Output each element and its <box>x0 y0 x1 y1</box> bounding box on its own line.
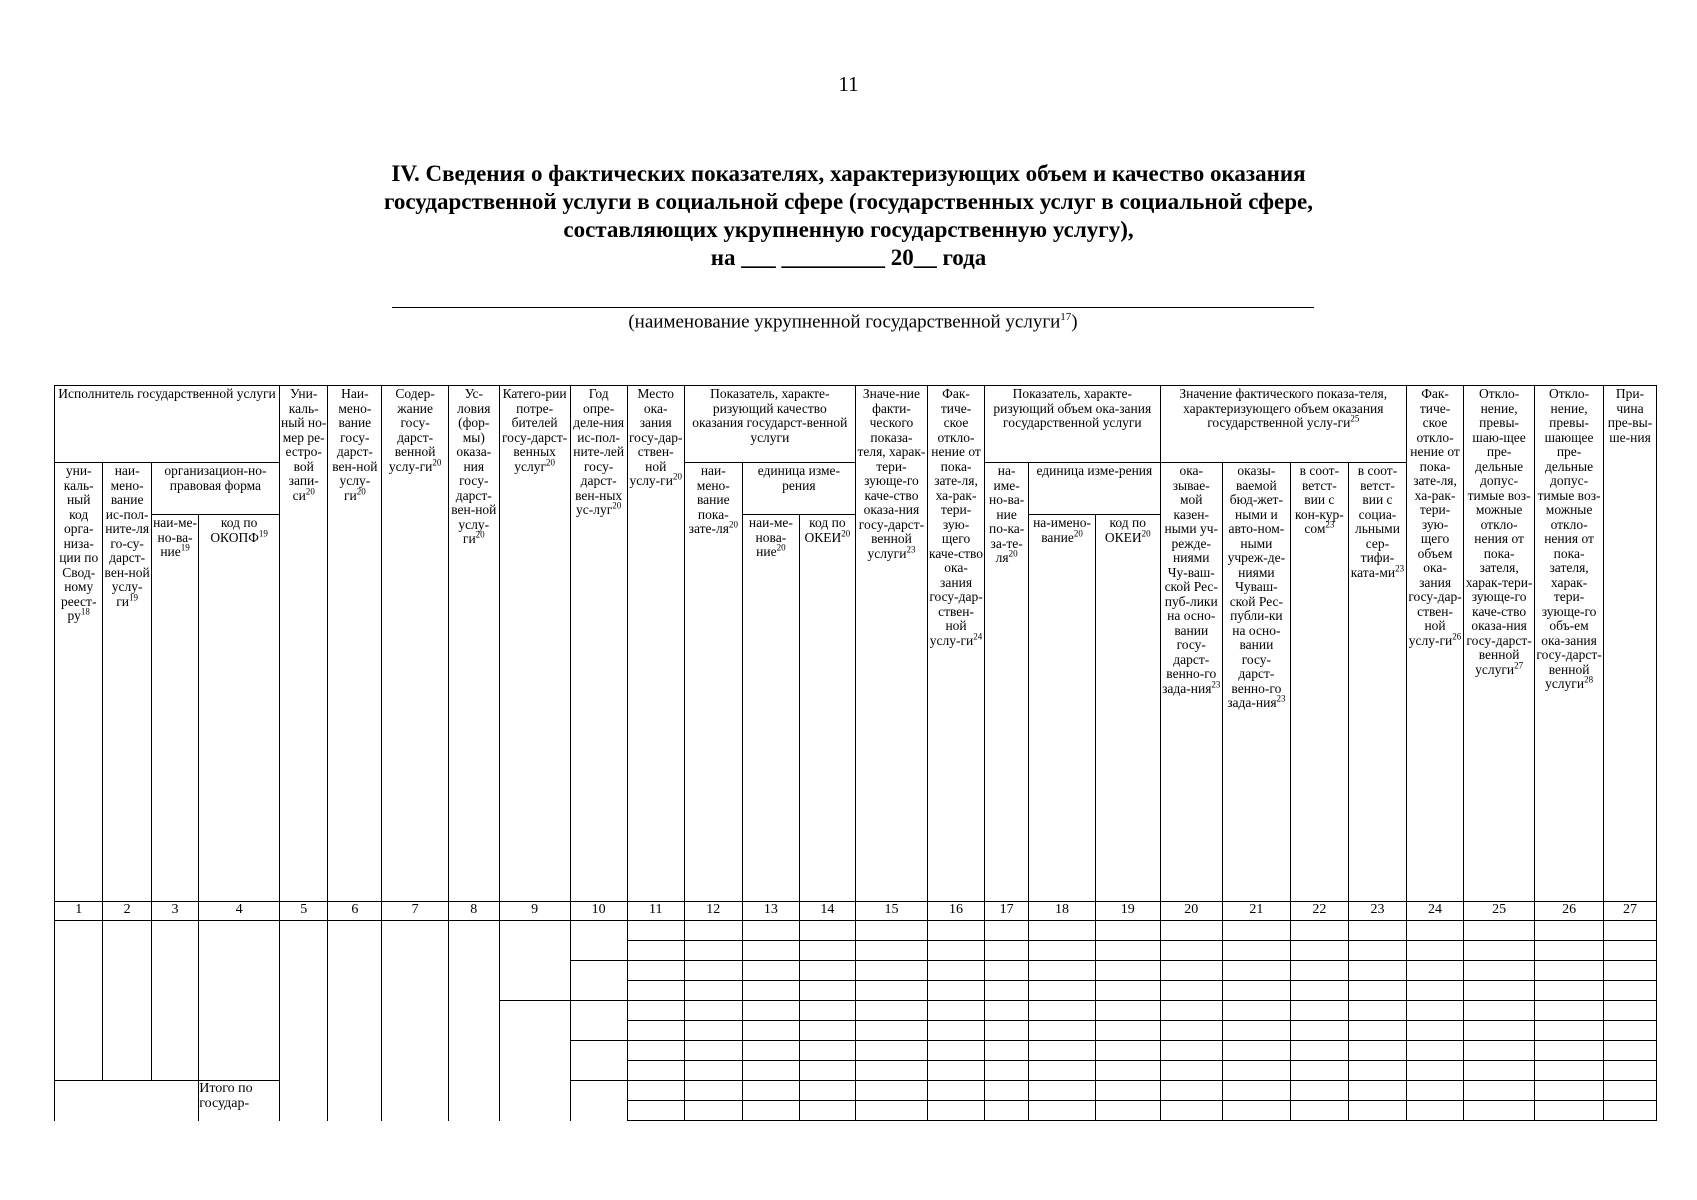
table-cell <box>1029 1081 1096 1101</box>
table-cell <box>570 961 627 1001</box>
header-volume-excess: Откло-нение, превы-шающее пре-дельные допус-тимые воз-можные откло-нения от пока-зателя, харак-тери-зующе-го объ-ем ока-зания госу-дарст-венной услуги$^{28}$ <box>1535 386 1604 902</box>
table-cell <box>799 1081 855 1101</box>
table-cell <box>1535 1061 1604 1081</box>
column-number: 10 <box>570 902 627 921</box>
total-label: Итого по государ- <box>199 1081 280 1121</box>
table-cell <box>1222 921 1290 941</box>
page-title <box>0 160 1697 272</box>
table-cell <box>1029 1101 1096 1121</box>
table-cell <box>742 1021 799 1041</box>
table-cell <box>1222 1021 1290 1041</box>
table-cell <box>1348 1021 1406 1041</box>
table-cell <box>985 941 1029 961</box>
table-cell <box>1029 941 1096 961</box>
header-consumer-categories: Катего-рии потре-бителей госу-дарст-венных услуг$^{20}$ <box>499 386 570 902</box>
table-cell <box>799 941 855 961</box>
table-cell <box>449 921 500 1121</box>
header-fact-state-treasury: ока-зывае-мой казен-ными уч-режде-ниями Чу-ваш-ской Рес-пуб-лики на осно-вании госу-дарст-венно-го зада-ния$^{23}$ <box>1160 463 1222 902</box>
table-cell <box>1535 1021 1604 1041</box>
table-cell <box>928 961 985 981</box>
table-cell <box>1407 1081 1464 1101</box>
table-cell <box>1348 1001 1406 1021</box>
header-volume-deviation: Фак-тиче-ское откло-нение от пока-зате-ля, ха-рак-тери-зую-щего объем ока-зания госу-дар-ствен-ной услу-$ги^{26}$ <box>1407 386 1464 902</box>
table-cell <box>684 1021 742 1041</box>
table-cell <box>627 921 684 941</box>
table-cell <box>742 1001 799 1021</box>
table-row <box>55 921 1657 941</box>
table-cell <box>855 941 927 961</box>
table-cell <box>382 921 449 1121</box>
column-number: 5 <box>280 902 328 921</box>
table-cell <box>1095 1001 1160 1021</box>
table-cell <box>1290 921 1348 941</box>
header-fact-contest: в соот-ветст-вии с кон-кур-сом$^{23}$ <box>1290 463 1348 902</box>
table-cell <box>799 961 855 981</box>
table-cell <box>1464 1001 1535 1021</box>
header-volume-unit: единица изме-рения <box>1029 463 1160 515</box>
table-cell <box>855 921 927 941</box>
table-cell <box>1604 1041 1657 1061</box>
table-cell <box>1222 941 1290 961</box>
header-volume-unit-name: на-имено-вание$^{20}$ <box>1029 515 1096 902</box>
table-cell <box>570 1041 627 1081</box>
table-cell <box>1290 1021 1348 1041</box>
header-quality-unit-code: код по ОКЕИ$^{20}$ <box>799 515 855 902</box>
header-quality-deviation: Фак-тиче-ское откло-нение от пока-зате-ля, ха-рак-тери-зую-щего каче-ство ока-зания госу-дар-ствен-ной услу-$ги^{24}$ <box>928 386 985 902</box>
table-cell <box>1604 941 1657 961</box>
table-cell <box>199 921 280 1081</box>
table-cell <box>855 1021 927 1041</box>
table-cell <box>684 921 742 941</box>
header-registry-number: Уни-каль-ный но-мер ре-естро-вой запи-$си^{20}$ <box>280 386 328 902</box>
table-cell <box>1464 921 1535 941</box>
table-cell <box>1464 961 1535 981</box>
table-cell <box>627 981 684 1001</box>
table-cell <box>1535 981 1604 1001</box>
table-cell <box>1290 1041 1348 1061</box>
header-fact-certificates: в соот-ветст-вии с социа-льными сер-$тифи-ката-ми^{23}$ <box>1348 463 1406 902</box>
table-cell <box>928 1041 985 1061</box>
column-number: 2 <box>103 902 151 921</box>
table-cell <box>1604 1081 1657 1101</box>
table-cell <box>799 1021 855 1041</box>
table-cell <box>1535 1081 1604 1101</box>
column-number: 21 <box>1222 902 1290 921</box>
header-fact-budget-autonomous: оказы-ваемой бюд-жет-ными и авто-ном-ными учреж-де-ниями Чуваш-ской Рес-публи-ки на осно-вании госу-дарст-венно-го зада-ния$^{23}$ <box>1222 463 1290 902</box>
table-cell <box>627 941 684 961</box>
table-cell <box>627 1081 684 1101</box>
table-cell <box>1029 961 1096 981</box>
table-cell <box>928 1101 985 1121</box>
table-cell <box>55 921 103 1081</box>
table-cell <box>1348 921 1406 941</box>
column-number: 1 <box>55 902 103 921</box>
header-quality-excess: Откло-нение, превы-шаю-щее пре-дельные допус-тимые воз-можные откло-нения от пока-зателя, харак-тери-зующе-го каче-ство оказа-ния госу-дарст-венной услуги$^{27}$ <box>1464 386 1535 902</box>
header-unique-code: уни-каль-ный код орга-низа-ции по Свод-ному реест-$ру^{18}$ <box>55 463 103 902</box>
table-cell <box>1095 941 1160 961</box>
table-cell <box>928 1021 985 1041</box>
table-cell <box>742 941 799 961</box>
column-number: 15 <box>855 902 927 921</box>
column-number: 14 <box>799 902 855 921</box>
table-cell <box>55 1081 199 1121</box>
table-cell <box>1160 1061 1222 1081</box>
column-number: 18 <box>1029 902 1096 921</box>
header-executor-name: наи-мено-вание ис-пол-ните-ля го-су-дарст-вен-ной услу-$ги^{19}$ <box>103 463 151 902</box>
header-fact-value: Значение фактического показа-теля, характеризующего объем оказания государственной услу-$ги^{25}$ <box>1160 386 1407 463</box>
table-cell <box>1604 1021 1657 1041</box>
header-volume-indicator-name: на-име-но-ва-ние $по-ка-за-те-ля^{20}$ <box>985 463 1029 902</box>
header-year: Год опре-деле-ния ис-пол-ните-лей госу-дарст-вен-ных ус-луг$^{20}$ <box>570 386 627 902</box>
table-cell <box>855 1101 927 1121</box>
table-cell <box>1407 1061 1464 1081</box>
table-cell <box>1535 1041 1604 1061</box>
table-cell <box>1535 941 1604 961</box>
table-cell <box>1535 1001 1604 1021</box>
column-number: 8 <box>449 902 500 921</box>
caption-footnote: 17 <box>1060 311 1072 323</box>
table-cell <box>1407 941 1464 961</box>
table-cell <box>1604 1001 1657 1021</box>
column-number: 23 <box>1348 902 1406 921</box>
column-number: 20 <box>1160 902 1222 921</box>
header-quality-value: Значе-ние факти-ческого показа-теля, харак-тери-зующе-го каче-ство оказа-ния госу-дарст-венной услуги$^{23}$ <box>855 386 927 902</box>
table-cell <box>1407 1041 1464 1061</box>
header-excess-reason: При-чина пре-вы-ше-ния <box>1604 386 1657 902</box>
table-cell <box>1407 961 1464 981</box>
table-cell <box>684 1061 742 1081</box>
table-cell <box>1029 921 1096 941</box>
table-cell <box>1160 941 1222 961</box>
table-cell <box>985 1021 1029 1041</box>
title-line-2: государственной услуги в социальной сфере (государственных услуг в социальной сфере, <box>384 189 1313 214</box>
column-number: 19 <box>1095 902 1160 921</box>
column-number: 22 <box>1290 902 1348 921</box>
table-cell <box>1348 981 1406 1001</box>
table-cell <box>1095 1041 1160 1061</box>
table-cell <box>1348 1041 1406 1061</box>
table-cell <box>985 1001 1029 1021</box>
header-quality-indicator-name: наи-мено-вание пока-$зате-ля^{20}$ <box>684 463 742 902</box>
table-cell <box>1290 1001 1348 1021</box>
header-service-name: Наи-мено-вание госу-дарст-вен-ной услу-$ги^{20}$ <box>328 386 382 902</box>
table-cell <box>1160 1081 1222 1101</box>
table-cell <box>684 1041 742 1061</box>
table-cell <box>985 1081 1029 1101</box>
title-line-3: составляющих укрупненную государственную услугу), <box>563 217 1134 242</box>
table-cell <box>855 1041 927 1061</box>
table-cell <box>742 961 799 981</box>
table-cell <box>855 1081 927 1101</box>
table-cell <box>1464 1061 1535 1081</box>
table-cell <box>1095 1061 1160 1081</box>
column-number: 16 <box>928 902 985 921</box>
table-cell <box>928 1061 985 1081</box>
table-cell <box>684 941 742 961</box>
table-cell <box>742 981 799 1001</box>
column-number: 4 <box>199 902 280 921</box>
table-cell <box>280 921 328 1121</box>
table-cell <box>627 1061 684 1081</box>
table-cell <box>1604 1101 1657 1121</box>
column-number: 17 <box>985 902 1029 921</box>
table-cell <box>1222 981 1290 1001</box>
table-cell <box>684 961 742 981</box>
table-cell <box>1290 961 1348 981</box>
table-cell <box>1464 1081 1535 1101</box>
header-quality-unit: единица изме-рения <box>742 463 855 515</box>
table-cell <box>799 1001 855 1021</box>
table-cell <box>1348 941 1406 961</box>
table-cell <box>627 961 684 981</box>
service-name-caption <box>392 311 1314 333</box>
column-number: 11 <box>627 902 684 921</box>
table-cell <box>1029 1061 1096 1081</box>
report-table <box>54 385 1657 1121</box>
column-number: 13 <box>742 902 799 921</box>
table-cell <box>1029 1001 1096 1021</box>
table-cell <box>1464 1041 1535 1061</box>
header-volume-unit-code: код по ОКЕИ$^{20}$ <box>1095 515 1160 902</box>
table-cell <box>1095 981 1160 1001</box>
table-cell <box>1464 941 1535 961</box>
title-line-1: IV. Сведения о фактических показателях, характеризующих объем и качество оказания <box>391 161 1306 186</box>
table-cell <box>1095 1081 1160 1101</box>
header-service-content: Содер-жание госу-дарст-венной услу-$ги^{20}$ <box>382 386 449 902</box>
table-cell <box>985 981 1029 1001</box>
table-cell <box>499 1001 570 1121</box>
table-cell <box>1348 1101 1406 1121</box>
table-cell <box>151 921 198 1081</box>
table-cell <box>742 1101 799 1121</box>
table-cell <box>1222 1001 1290 1021</box>
column-number: 12 <box>684 902 742 921</box>
table-cell <box>103 921 151 1081</box>
title-line-4: на ___ _________ 20__ года <box>710 245 987 270</box>
table-cell <box>1604 961 1657 981</box>
table-cell <box>928 981 985 1001</box>
table-cell <box>1464 981 1535 1001</box>
table-cell <box>570 1001 627 1041</box>
table-cell <box>1160 921 1222 941</box>
table-cell <box>684 981 742 1001</box>
table-cell <box>1407 1001 1464 1021</box>
table-cell <box>742 1041 799 1061</box>
column-numbers-row <box>55 902 1657 921</box>
table-cell <box>928 921 985 941</box>
table-cell <box>1160 1101 1222 1121</box>
table-cell <box>1290 1101 1348 1121</box>
table-cell <box>1290 1081 1348 1101</box>
table-cell <box>328 921 382 1121</box>
header-quality-indicator: Показатель, характе-ризующий качество оказания государст-венной услуги <box>684 386 855 463</box>
header-quality-unit-name: наи-ме-нова-ние$^{20}$ <box>742 515 799 902</box>
table-cell <box>1464 1101 1535 1121</box>
table-cell <box>684 1081 742 1101</box>
table-cell <box>627 1041 684 1061</box>
table-cell <box>1222 1061 1290 1081</box>
table-cell <box>1160 1021 1222 1041</box>
page-number: 11 <box>838 72 859 96</box>
table-cell <box>928 1081 985 1101</box>
table-cell <box>1029 1041 1096 1061</box>
table-cell <box>1348 961 1406 981</box>
service-name-line <box>392 307 1314 308</box>
header-org-form-code: код по ОКОПФ$^{19}$ <box>199 515 280 902</box>
table-cell <box>1535 1101 1604 1121</box>
table-cell <box>1407 981 1464 1001</box>
table-cell <box>799 1061 855 1081</box>
table-cell <box>985 1101 1029 1121</box>
table-cell <box>1604 921 1657 941</box>
header-org-form: организацион-но-правовая форма <box>151 463 279 515</box>
caption-text: (наименование укрупненной государственной услуги <box>628 311 1061 333</box>
header-volume-indicator: Показатель, характе-ризующий объем ока-зания государственной услуги <box>985 386 1160 463</box>
table-cell <box>1407 1101 1464 1121</box>
table-cell <box>742 1061 799 1081</box>
table-cell <box>1160 1001 1222 1021</box>
table-cell <box>1095 1021 1160 1041</box>
table-cell <box>1604 1061 1657 1081</box>
table-cell <box>985 1041 1029 1061</box>
table-cell <box>1222 961 1290 981</box>
header-service-conditions: Ус-ловия (фор-мы) оказа-ния госу-дарст-вен-ной услу-$ги^{20}$ <box>449 386 500 902</box>
table-cell <box>1222 1101 1290 1121</box>
table-cell <box>1160 961 1222 981</box>
column-number: 3 <box>151 902 198 921</box>
table-cell <box>1407 921 1464 941</box>
table-cell <box>1290 941 1348 961</box>
table-cell <box>1095 961 1160 981</box>
table-cell <box>1095 921 1160 941</box>
table-cell <box>499 921 570 1001</box>
table-cell <box>985 961 1029 981</box>
table-cell <box>799 921 855 941</box>
table-cell <box>684 1001 742 1021</box>
column-number: 7 <box>382 902 449 921</box>
table-cell <box>1535 921 1604 941</box>
table-cell <box>985 921 1029 941</box>
column-number: 6 <box>328 902 382 921</box>
table-cell <box>1029 1021 1096 1041</box>
table-cell <box>1290 981 1348 1001</box>
table-cell <box>855 1061 927 1081</box>
table-cell <box>1407 1021 1464 1041</box>
table-cell <box>570 921 627 961</box>
table-cell <box>855 961 927 981</box>
table-cell <box>1290 1061 1348 1081</box>
table-cell <box>855 1001 927 1021</box>
column-number: 24 <box>1407 902 1464 921</box>
caption-close: ) <box>1071 311 1078 333</box>
column-number: 9 <box>499 902 570 921</box>
table-cell <box>985 1061 1029 1081</box>
table-cell <box>1535 961 1604 981</box>
table-cell <box>1222 1081 1290 1101</box>
table-cell <box>1464 1021 1535 1041</box>
table-cell <box>1160 981 1222 1001</box>
table-cell <box>1604 981 1657 1001</box>
table-cell <box>928 941 985 961</box>
header-place: Место ока-зания госу-дар-ствен-ной услу-$ги^{20}$ <box>627 386 684 902</box>
table-cell <box>1029 981 1096 1001</box>
table-cell <box>799 1041 855 1061</box>
table-cell <box>1348 1061 1406 1081</box>
table-cell <box>1222 1041 1290 1061</box>
table-cell <box>1348 1081 1406 1101</box>
table-cell <box>627 1021 684 1041</box>
table-cell <box>799 981 855 1001</box>
header-org-form-name: наи-ме-но-ва-ние$^{19}$ <box>151 515 198 902</box>
table-cell <box>799 1101 855 1121</box>
table-cell <box>627 1101 684 1121</box>
table-cell <box>855 981 927 1001</box>
table-cell <box>742 921 799 941</box>
table-cell <box>928 1001 985 1021</box>
table-cell <box>742 1081 799 1101</box>
table-cell <box>684 1101 742 1121</box>
column-number: 26 <box>1535 902 1604 921</box>
table-cell <box>1160 1041 1222 1061</box>
table-cell <box>627 1001 684 1021</box>
header-executor: Исполнитель государственной услуги <box>55 386 280 463</box>
table-cell <box>570 1081 627 1121</box>
column-number: 27 <box>1604 902 1657 921</box>
table-cell <box>1095 1101 1160 1121</box>
column-number: 25 <box>1464 902 1535 921</box>
